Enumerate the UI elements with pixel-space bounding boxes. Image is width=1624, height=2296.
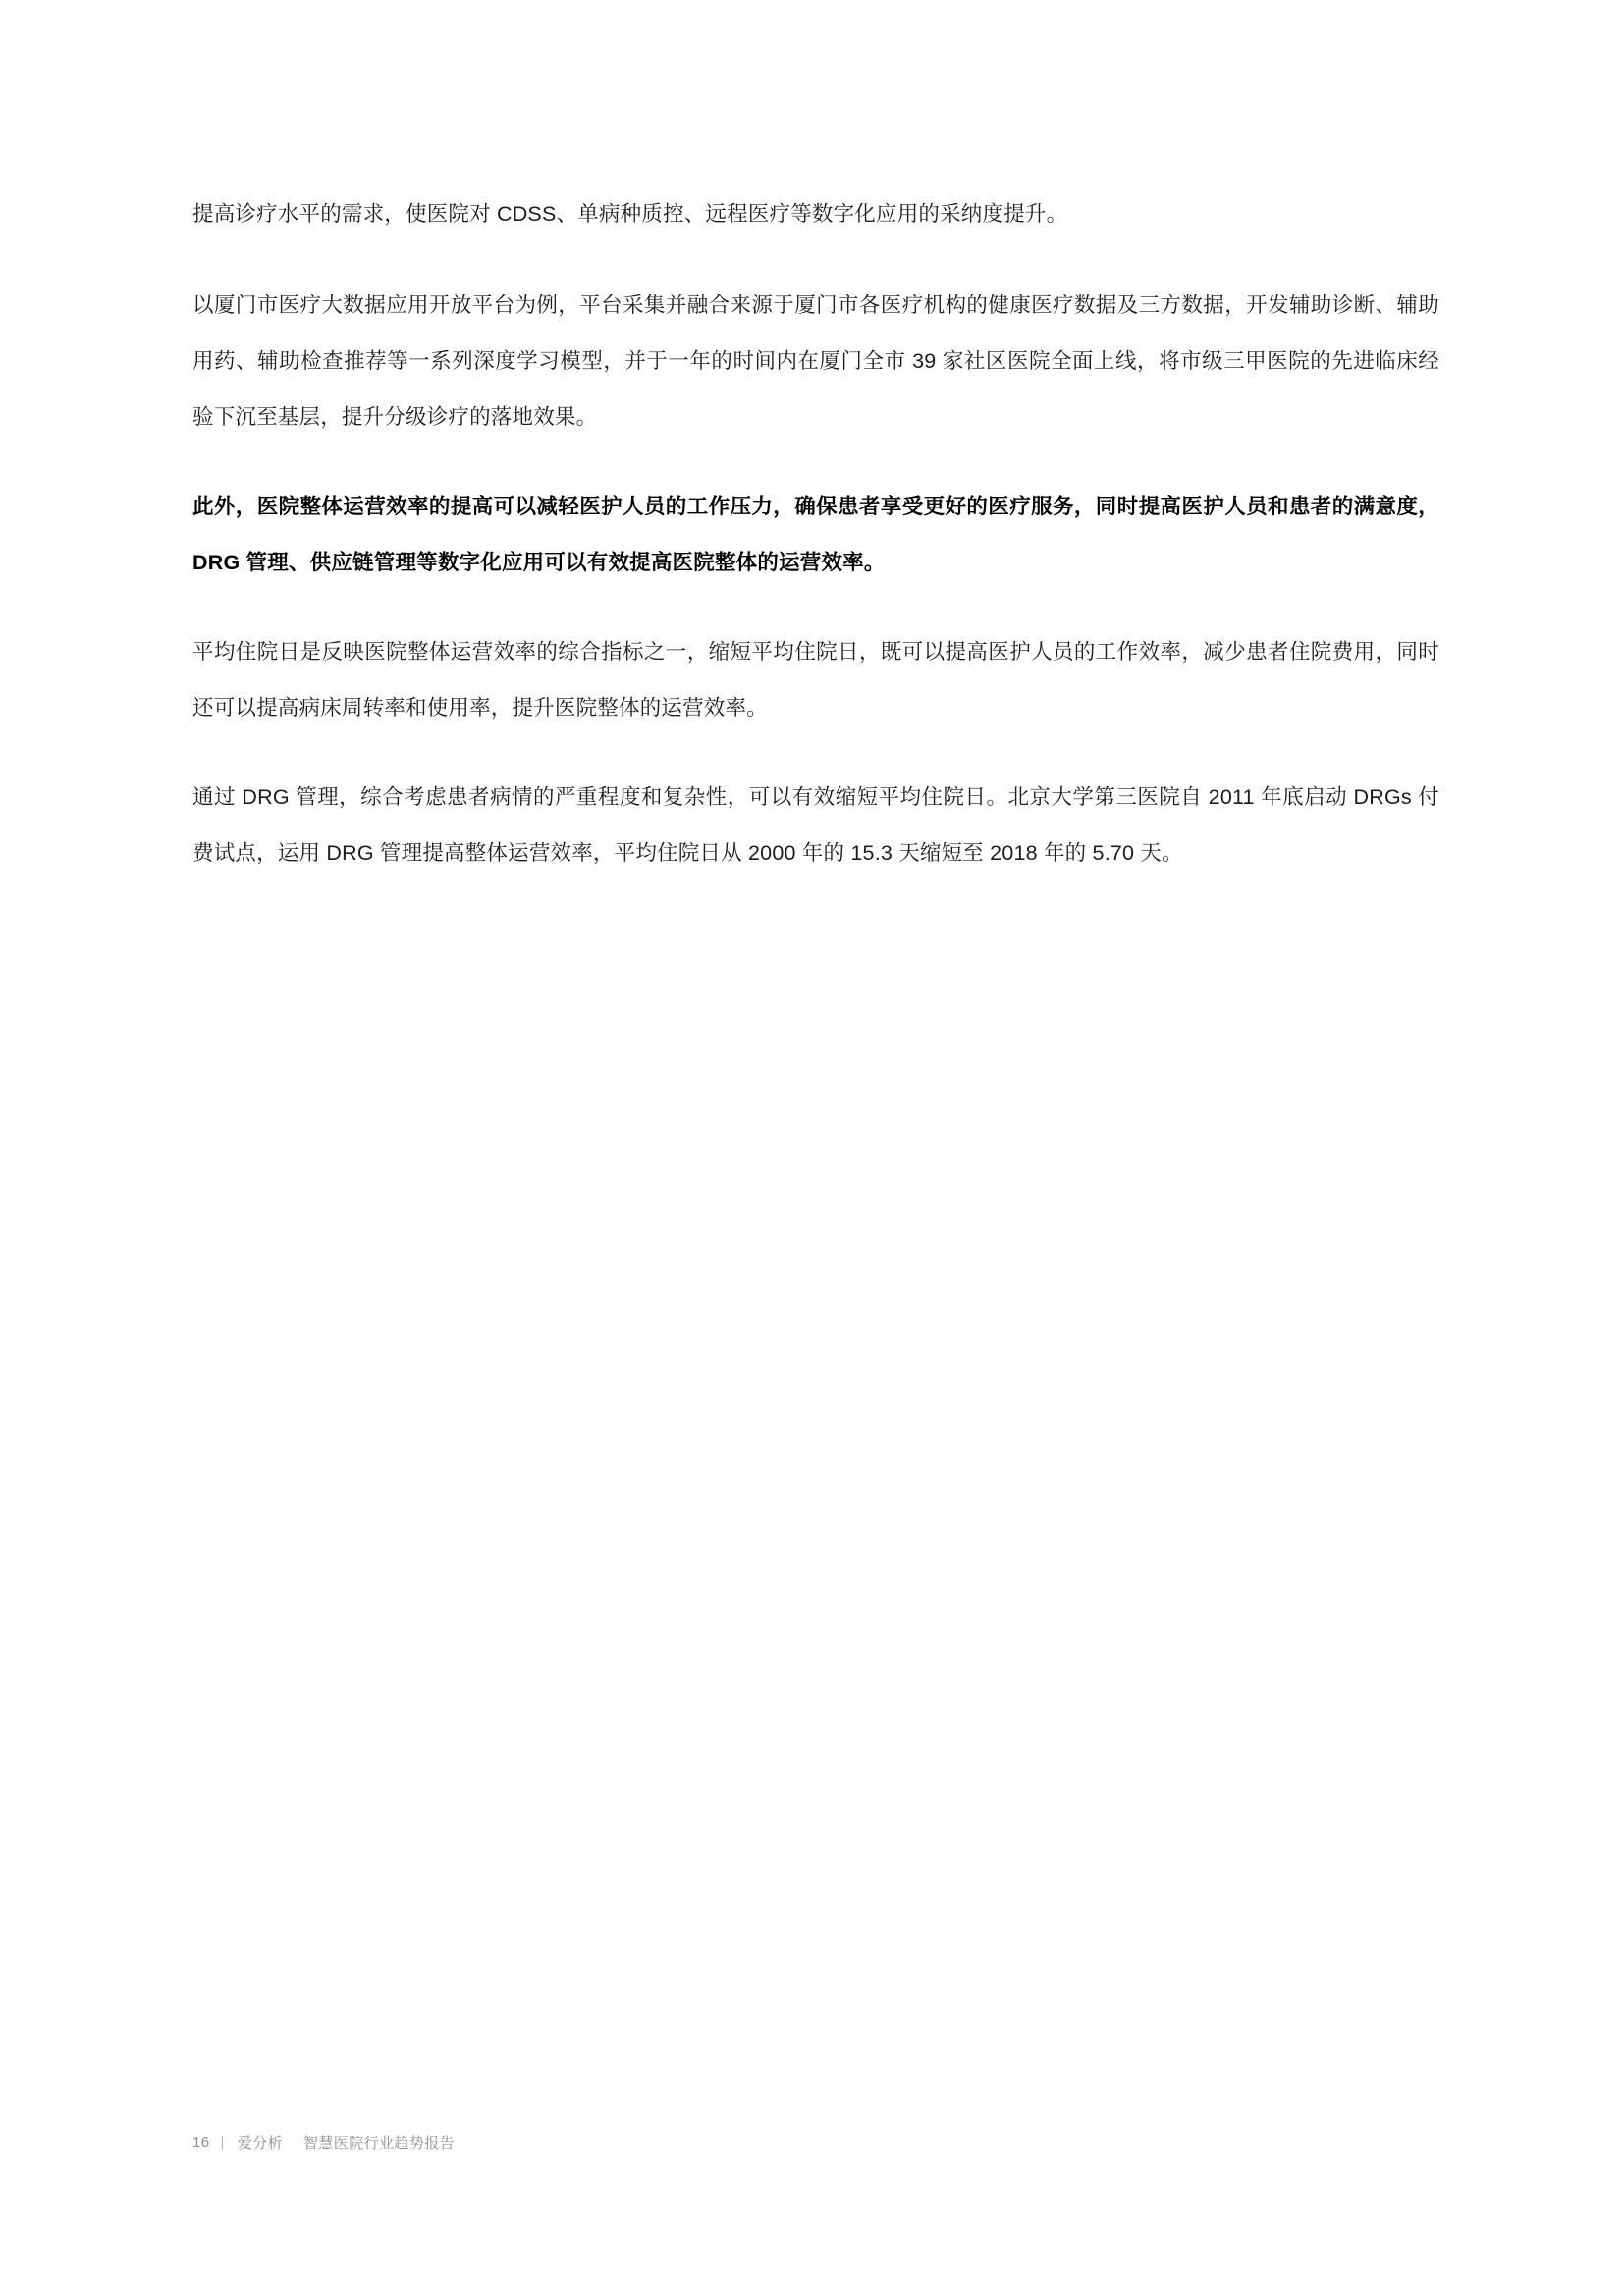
paragraph-1: 提高诊疗水平的需求，使医院对 CDSS、单病种质控、远程医疗等数字化应用的采纳度提升。: [192, 202, 1068, 226]
page-body: [192, 187, 1439, 915]
footer-brand: 爱分析: [237, 2135, 283, 2152]
page-number: 16: [192, 2134, 210, 2151]
footer-separator: |: [220, 2134, 225, 2151]
paragraph-4: 平均住院日是反映医院整体运营效率的综合指标之一，缩短平均住院日，既可以提高医护人员的工作效率，减少患者住院费用，同时还可以提高病床周转率和使用率，提升医院整体的运营效率。: [192, 640, 1439, 720]
paragraph-5: 通过 DRG 管理，综合考虑患者病情的严重程度和复杂性，可以有效缩短平均住院日。北京大学第三医院自 2011 年底启动 DRGs 付费试点，运用 DRG 管理提高整体运营效率，平均住院日从 2000 年的 15.3 天缩短至 2018 年的 5.70 天。: [192, 785, 1439, 865]
paragraph-3-highlight: 此外，医院整体运营效率的提高可以减轻医护人员的工作压力，确保患者享受更好的医疗服务，同时提高医护人员和患者的满意度，DRG 管理、供应链管理等数字化应用可以有效提高医院整体的运营效率。: [192, 495, 1439, 574]
footer-document-title: 智慧医院行业趋势报告: [303, 2135, 456, 2152]
page-footer: [192, 2132, 455, 2153]
paragraph-2: 以厦门市医疗大数据应用开放平台为例，平台采集并融合来源于厦门市各医疗机构的健康医疗数据及三方数据，开发辅助诊断、辅助用药、辅助检查推荐等一系列深度学习模型，并于一年的时间内在厦门全市 39 家社区医院全面上线，将市级三甲医院的先进临床经验下沉至基层，提升分级诊疗的落地效果。: [192, 294, 1439, 429]
